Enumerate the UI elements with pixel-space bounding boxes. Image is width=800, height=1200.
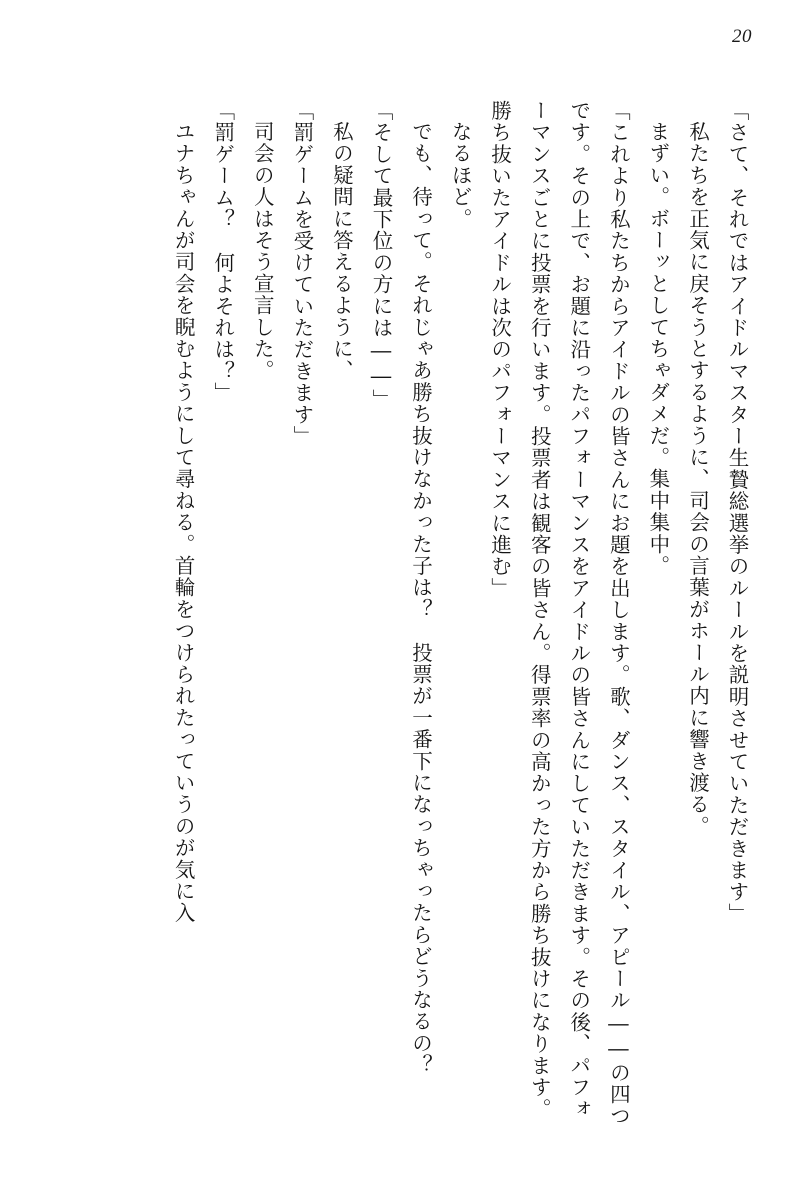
paragraph: まずい。ボーッとしてちゃダメだ。集中集中。 — [645, 120, 670, 577]
paragraph: ユナちゃんが司会を睨むようにして尋ねる。首輪をつけられたっていうのが気に入 — [171, 120, 196, 924]
paragraph: なるほど。 — [448, 120, 473, 229]
paragraph: 「そして最下位の方には――」 — [368, 100, 393, 411]
page-number: 20 — [732, 26, 752, 47]
paragraph: 「罰ゲーム？ 何よそれは？」 — [210, 100, 235, 404]
page-body-text — [52, 100, 756, 1138]
paragraph: でも、待って。それじゃあ勝ち抜けなかった子は？ 投票が一番下になっちゃったらどうなるの？ — [408, 120, 433, 1076]
paragraph: 「罰ゲームを受けていただきます」 — [289, 100, 314, 448]
paragraph: 「これより私たちからアイドルの皆さんにお題を出します。歌、ダンス、スタイル、アピール――の四つです。その上で、お題に沿ったパフォーマンスをアイドルの皆さんにしていただきます。その後、パフォーマンスごとに投票を行います。投票者は観客の皆さん。得票率の高かった方から勝ち抜けになります。勝ち抜いたアイドルは次のパフォーマンスに進む」 — [487, 100, 631, 1127]
paragraph: 「さて、それではアイドルマスター生贄総選挙のルールを説明させていただきます」 — [725, 100, 749, 925]
paragraph: 私の疑問に答えるように、 — [329, 120, 354, 381]
paragraph: 司会の人はそう宣言した。 — [250, 120, 275, 381]
paragraph: 私たちを正気に戻そうとするように、司会の言葉がホール内に響き渡る。 — [685, 120, 710, 837]
